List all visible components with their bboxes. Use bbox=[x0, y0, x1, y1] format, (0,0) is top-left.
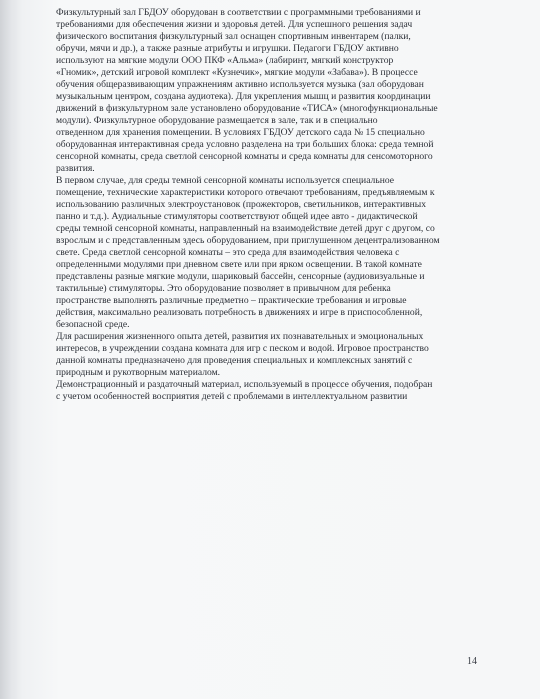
text-line: движений в физкультурном зале установлено оборудование «ТИСА» (многофункциональные bbox=[56, 103, 438, 114]
text-line: Физкультурный зал ГБДОУ оборудован в соответствии с программными требованиями и bbox=[56, 7, 421, 18]
paragraph-dark-sensory-room bbox=[56, 175, 476, 331]
scan-binding-shadow bbox=[0, 0, 22, 699]
text-line: развития. bbox=[56, 163, 95, 174]
text-line: панно и т.д.). Аудиальные стимуляторы соответствуют общей идее авто - дидактической bbox=[56, 211, 418, 222]
text-line: музыкальным центром, создана аудиотека). Для укрепления мышц и развития координации bbox=[56, 91, 431, 102]
text-line: физического воспитания физкультурный зал оснащен спортивным инвентарем (палки, bbox=[56, 31, 411, 42]
text-line: тактильные) стимуляторы. Это оборудование позволяет в привычном для ребенка bbox=[56, 283, 391, 294]
text-line: определенными модулями при дневном свете или при ярком освещении. В такой комнате bbox=[56, 259, 422, 270]
paragraph-sand-water-room bbox=[56, 331, 476, 379]
text-line: пространстве выполнять различные предметно – практические требования и игровые bbox=[56, 295, 407, 306]
text-line: помещение, технические характеристики которого отвечают требованиям, предъявляемым к bbox=[56, 187, 435, 198]
page-number: 14 bbox=[467, 656, 477, 667]
text-line: оборудованная интерактивная среда условно разделена на три больших блока: среда темной bbox=[56, 139, 434, 150]
text-line: представлены разные мягкие модули, шариковый бассейн, сенсорные (аудиовизуальные и bbox=[56, 271, 425, 282]
text-line: природным и рукотворным материалом. bbox=[56, 367, 221, 378]
body-text bbox=[56, 7, 476, 403]
text-line: обучения общеразвивающим упражнениям активно используется музыка (зал оборудован bbox=[56, 79, 424, 90]
paragraph-demonstration-material bbox=[56, 379, 476, 403]
text-line: Для расширения жизненного опыта детей, развития их познавательных и эмоциональных bbox=[56, 331, 424, 342]
text-line: данной комнаты предназначено для проведения специальных и комплексных занятий с bbox=[56, 355, 413, 366]
text-line: свете. Среда светлой сенсорной комнаты – это среда для взаимодействия человека с bbox=[56, 247, 400, 258]
text-line: интересов, в учреждении создана комната для игр с песком и водой. Игровое пространство bbox=[56, 343, 429, 354]
text-line: отведенном для хранения помещении. В условиях ГБДОУ детского сада № 15 специально bbox=[56, 127, 425, 138]
text-line: действия, максимально реализовать потребность в движениях и игре в приспособленной, bbox=[56, 307, 423, 318]
text-line: Демонстрационный и раздаточный материал, используемый в процессе обучения, подобран bbox=[56, 379, 433, 390]
text-line: использованию различных электроустановок (прожекторов, светильников, интерактивных bbox=[56, 199, 427, 210]
text-line: взрослым и с представленным здесь оборудованием, при приглушенном децентрализованном bbox=[56, 235, 440, 246]
text-line: обручи, мячи и др.), а также разные атрибуты и игрушки. Педагоги ГБДОУ активно bbox=[56, 43, 399, 54]
text-line: с учетом особенностей восприятия детей с проблемами в интеллектуальном развитии bbox=[56, 391, 408, 402]
text-line: «Гномик», детский игровой комплект «Кузнечик», мягкие модули «Забава»). В процессе bbox=[56, 67, 418, 78]
text-line: В первом случае, для среды темной сенсорной комнаты используется специальное bbox=[56, 175, 395, 186]
text-line: модули). Физкультурное оборудование размещается в зале, так и в специально bbox=[56, 115, 378, 126]
text-line: используют на мягкие модули ООО ПКФ «Альма» (лабиринт, мягкий конструктор bbox=[56, 55, 394, 66]
text-line: среды темной сенсорной комнаты, направленный на взаимодействие детей друг с другом, со bbox=[56, 223, 435, 234]
paragraph-gym bbox=[56, 7, 476, 175]
text-line: сенсорной комнаты, среда светлой сенсорной комнаты и среда комнаты для сенсомоторного bbox=[56, 151, 433, 162]
text-line: безопасной среде. bbox=[56, 319, 130, 330]
text-line: требованиями для обеспечения жизни и здоровья детей. Для успешного решения задач bbox=[56, 19, 413, 30]
